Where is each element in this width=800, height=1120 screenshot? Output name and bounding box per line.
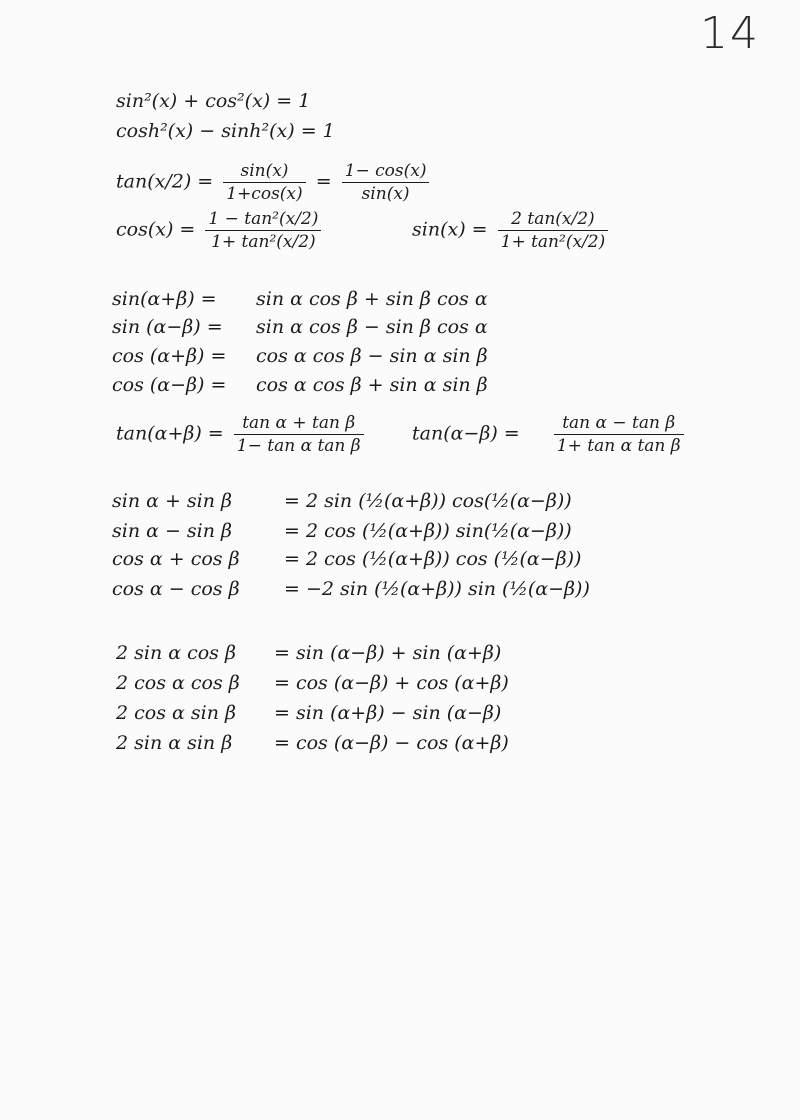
sum-to-product-lhs: sin α − sin β <box>112 520 233 542</box>
fraction-numerator: sin(x) <box>223 160 305 183</box>
fraction-denominator: 1− tan α tan β <box>236 436 361 456</box>
identity-hyperbolic: cosh²(x) − sinh²(x) = 1 <box>116 120 335 142</box>
sum-to-product-rhs: = −2 sin (½(α+β)) sin (½(α−β)) <box>284 578 590 600</box>
fraction-denominator: sin(x) <box>361 184 410 204</box>
addition-lhs: sin(α+β) = <box>112 288 217 310</box>
sin-half-fraction <box>498 208 609 253</box>
tan-half-angle <box>116 160 433 205</box>
fraction-denominator: 1+ tan²(x/2) <box>211 232 316 252</box>
addition-lhs: cos (α+β) = <box>112 345 227 367</box>
fraction-numerator: tan α + tan β <box>234 412 364 435</box>
addition-rhs: sin α cos β − sin β cos α <box>256 316 488 338</box>
sum-to-product-rhs: = 2 cos (½(α+β)) cos (½(α−β)) <box>284 548 582 570</box>
tan-half-fraction-1 <box>223 160 305 205</box>
tan-diff-lhs: tan(α−β) = <box>412 422 520 445</box>
cos-half-fraction <box>205 208 321 253</box>
fraction-numerator: 1− cos(x) <box>342 160 430 183</box>
identity-pythagorean: sin²(x) + cos²(x) = 1 <box>116 90 311 112</box>
fraction-numerator: 1 − tan²(x/2) <box>205 208 321 231</box>
sin-half-angle <box>412 208 612 253</box>
product-to-sum-lhs: 2 cos α sin β <box>116 702 236 724</box>
tan-half-lhs: tan(x/2) = <box>116 170 214 193</box>
tan-sum <box>116 412 368 457</box>
addition-rhs: sin α cos β + sin β cos α <box>256 288 488 310</box>
sum-to-product-rhs: = 2 sin (½(α+β)) cos(½(α−β)) <box>284 490 572 512</box>
addition-rhs: cos α cos β + sin α sin β <box>256 374 488 396</box>
sum-to-product-rhs: = 2 cos (½(α+β)) sin(½(α−β)) <box>284 520 572 542</box>
addition-rhs: cos α cos β − sin α sin β <box>256 345 488 367</box>
tan-half-fraction-2 <box>342 160 430 205</box>
fraction-numerator: tan α − tan β <box>554 412 684 435</box>
fraction-denominator: 1+ tan α tan β <box>556 436 681 456</box>
fraction-numerator: 2 tan(x/2) <box>498 208 609 231</box>
tan-sum-lhs: tan(α+β) = <box>116 422 224 445</box>
sum-to-product-lhs: cos α − cos β <box>112 578 240 600</box>
addition-lhs: cos (α−β) = <box>112 374 227 396</box>
product-to-sum-lhs: 2 sin α cos β <box>116 642 236 664</box>
cos-half-lhs: cos(x) = <box>116 218 196 241</box>
tan-sum-fraction <box>234 412 364 457</box>
page-number: 14 <box>700 8 760 59</box>
product-to-sum-rhs: = cos (α−β) + cos (α+β) <box>274 672 509 694</box>
product-to-sum-rhs: = cos (α−β) − cos (α+β) <box>274 732 509 754</box>
addition-lhs: sin (α−β) = <box>112 316 223 338</box>
sum-to-product-lhs: sin α + sin β <box>112 490 233 512</box>
fraction-denominator: 1+cos(x) <box>226 184 303 204</box>
fraction-denominator: 1+ tan²(x/2) <box>500 232 606 252</box>
product-to-sum-lhs: 2 sin α sin β <box>116 732 233 754</box>
sin-half-lhs: sin(x) = <box>412 218 488 241</box>
sum-to-product-lhs: cos α + cos β <box>112 548 240 570</box>
equals-sign: = <box>315 170 332 193</box>
product-to-sum-rhs: = sin (α−β) + sin (α+β) <box>274 642 502 664</box>
product-to-sum-rhs: = sin (α+β) − sin (α−β) <box>274 702 502 724</box>
product-to-sum-lhs: 2 cos α cos β <box>116 672 240 694</box>
tan-diff <box>412 412 688 457</box>
cos-half-angle <box>116 208 325 253</box>
tan-diff-fraction <box>554 412 684 457</box>
